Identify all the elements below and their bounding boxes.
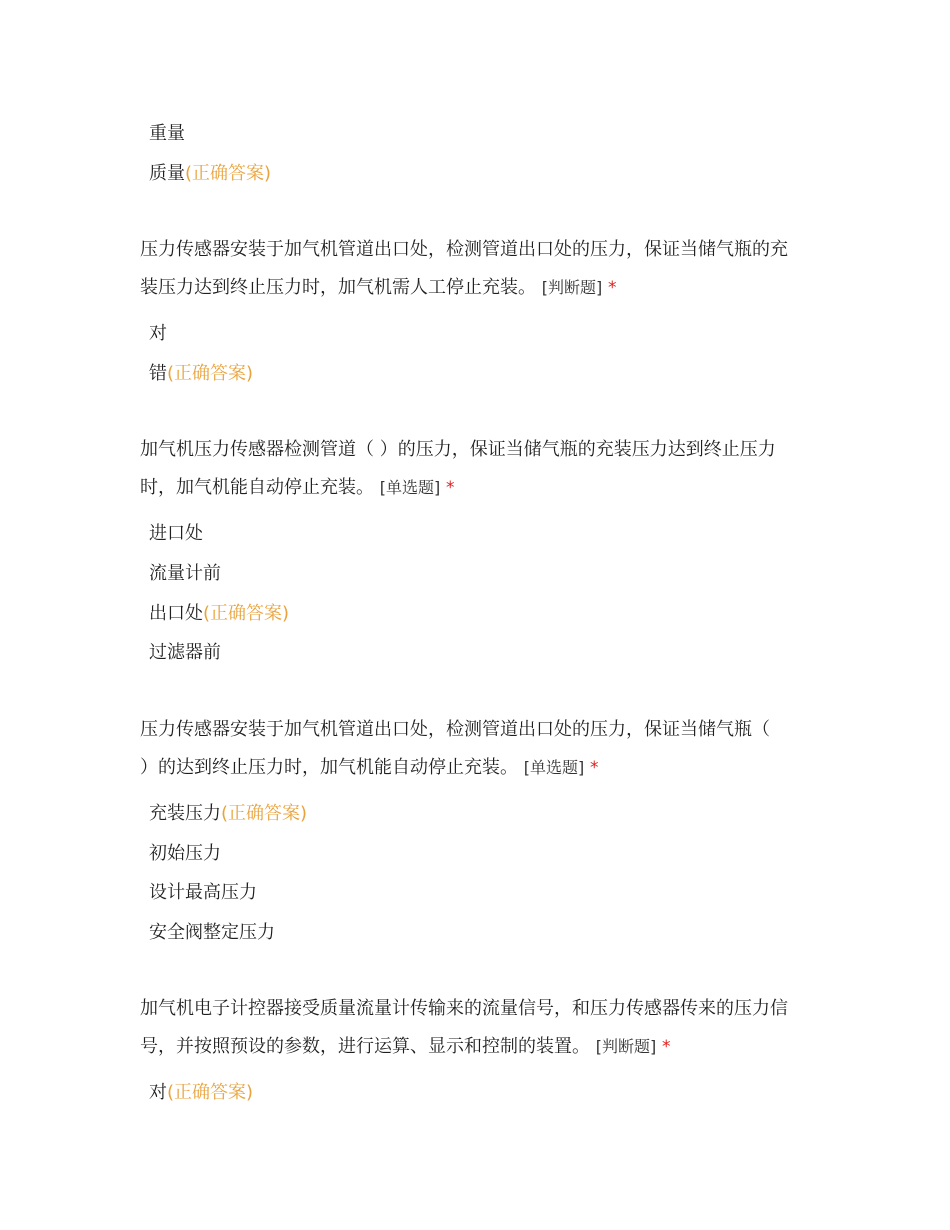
option-text: 进口处 [149, 523, 203, 544]
option-item [149, 842, 221, 866]
correct-answer-marker: (正确答案) [167, 363, 254, 384]
question-text-line: 装压力达到终止压力时，加气机需人工停止充装。 [判断题] * [140, 277, 617, 298]
question-block [140, 431, 820, 507]
required-asterisk: * [589, 758, 599, 778]
option-item [149, 602, 289, 626]
option-text: 初始压力 [149, 843, 221, 864]
required-asterisk: * [607, 278, 617, 298]
correct-answer-marker: (正确答案) [221, 803, 308, 824]
option-text: 质量 [149, 163, 185, 184]
question-text-line: ）的达到终止压力时，加气机能自动停止充装。 [单选题] * [140, 757, 599, 778]
option-text: 安全阀整定压力 [149, 922, 275, 943]
option-item [149, 881, 257, 905]
option-text: 设计最高压力 [149, 882, 257, 903]
required-asterisk: * [661, 1037, 671, 1057]
correct-answer-marker: (正确答案) [203, 603, 290, 624]
question-text-line: 加气机压力传感器检测管道（ ）的压力，保证当储气瓶的充装压力达到终止压力 [140, 439, 776, 460]
option-item [149, 562, 221, 586]
option-text: 对 [149, 323, 167, 344]
option-item [149, 162, 271, 186]
option-item [149, 641, 221, 665]
correct-answer-marker: (正确答案) [185, 163, 272, 184]
option-text: 错 [149, 363, 167, 384]
question-block [140, 711, 820, 787]
option-text: 流量计前 [149, 563, 221, 584]
question-text-line: 号，并按照预设的参数，进行运算、显示和控制的装置。 [判断题] * [140, 1036, 671, 1057]
question-type-tag: [判断题] [541, 278, 603, 297]
correct-answer-marker: (正确答案) [167, 1082, 254, 1103]
option-item [149, 921, 275, 945]
option-text: 过滤器前 [149, 642, 221, 663]
question-text-line: 压力传感器安装于加气机管道出口处，检测管道出口处的压力，保证当储气瓶的充 [140, 239, 788, 260]
option-item [149, 802, 307, 826]
question-block [140, 990, 820, 1066]
question-text-line: 压力传感器安装于加气机管道出口处，检测管道出口处的压力，保证当储气瓶（ [140, 719, 770, 740]
option-text: 重量 [149, 123, 185, 144]
option-text: 充装压力 [149, 803, 221, 824]
question-type-tag: [判断题] [595, 1037, 657, 1056]
question-text-line: 时，加气机能自动停止充装。 [单选题] * [140, 477, 455, 498]
question-type-tag: [单选题] [379, 478, 441, 497]
option-item [149, 322, 167, 346]
option-item [149, 1081, 253, 1105]
option-item [149, 122, 185, 146]
option-text: 对 [149, 1082, 167, 1103]
option-text: 出口处 [149, 603, 203, 624]
question-type-tag: [单选题] [523, 758, 585, 777]
option-item [149, 362, 253, 386]
question-block [140, 231, 820, 307]
option-item [149, 522, 203, 546]
question-text-line: 加气机电子计控器接受质量流量计传输来的流量信号，和压力传感器传来的压力信 [140, 998, 788, 1019]
required-asterisk: * [445, 478, 455, 498]
